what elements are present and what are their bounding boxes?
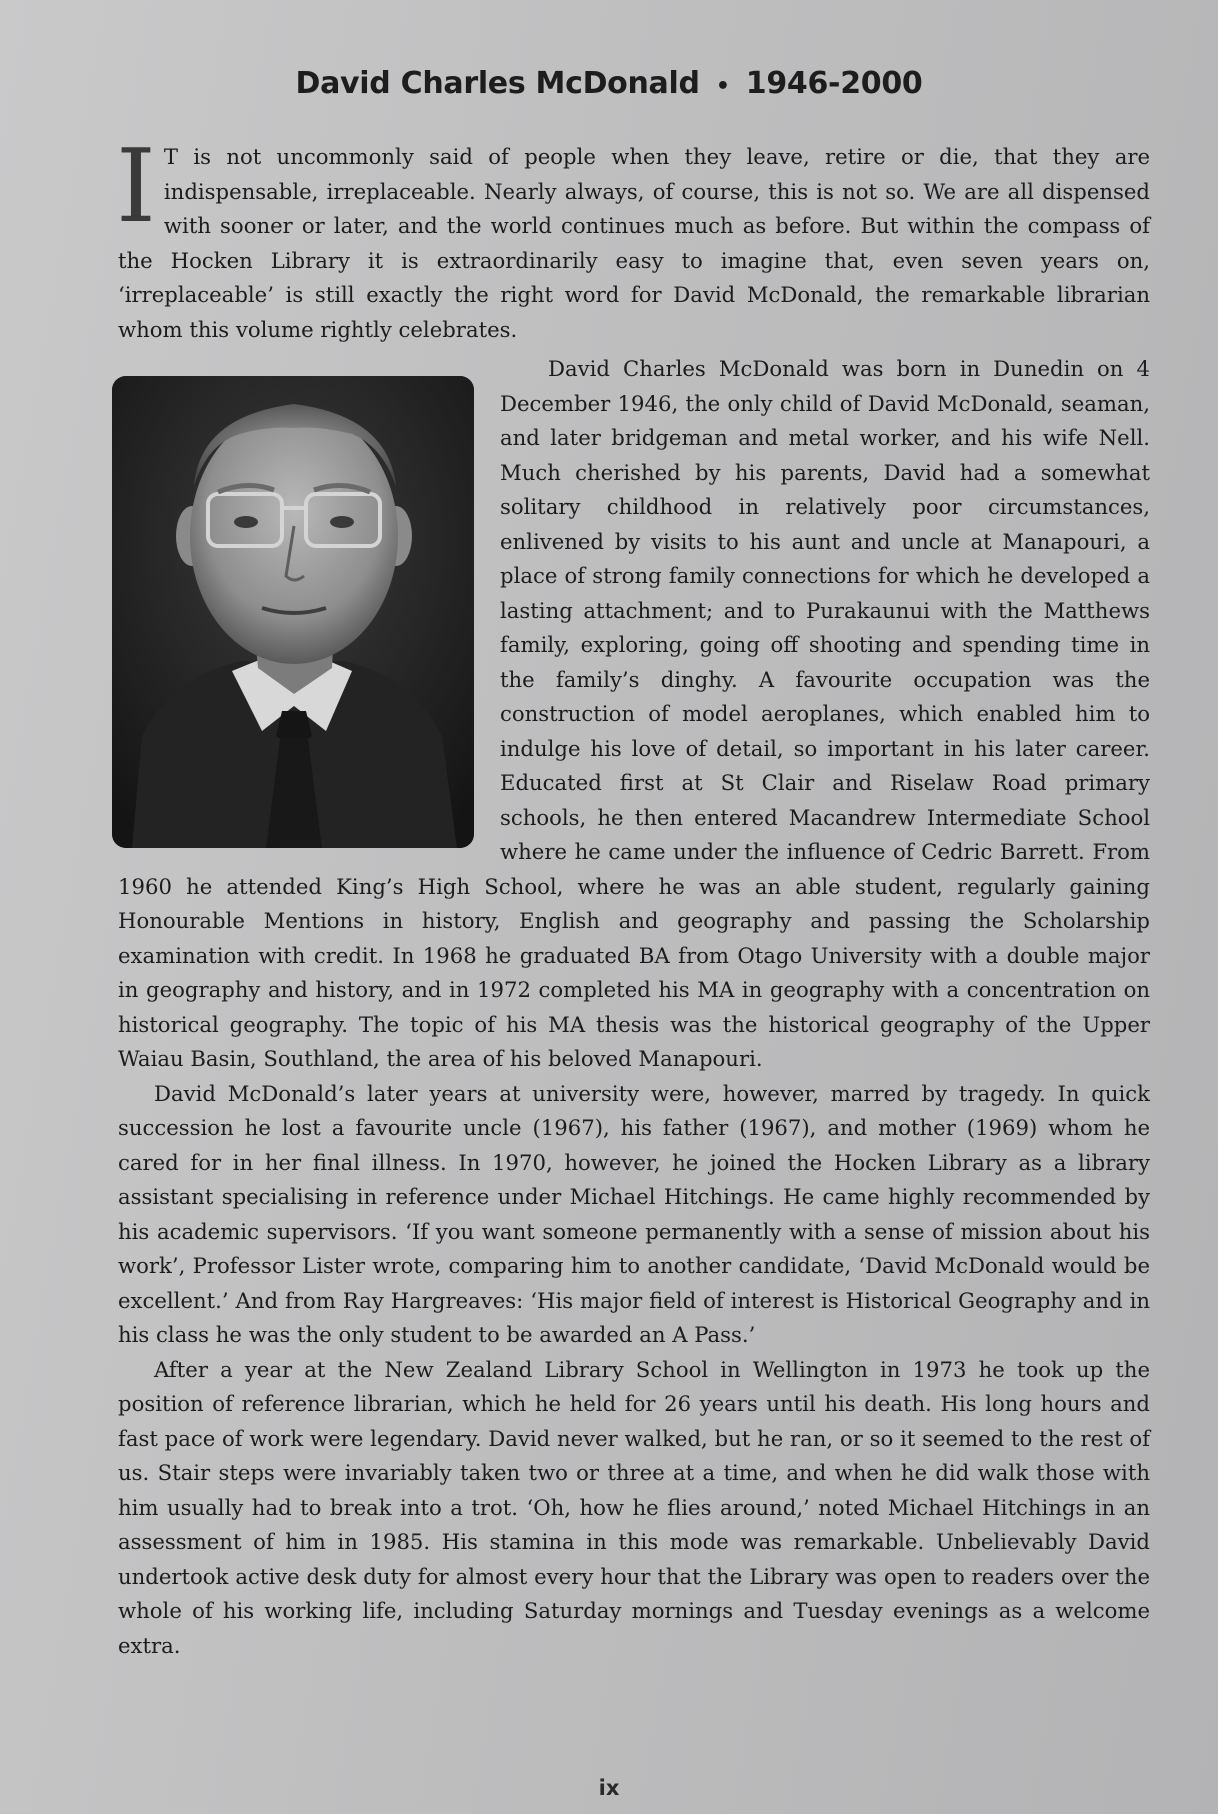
page-title	[0, 66, 1218, 101]
drop-cap: I	[116, 127, 156, 245]
portrait-photo-image	[112, 376, 474, 848]
biography-body	[118, 352, 1150, 1663]
title-name: David Charles McDonald	[295, 66, 700, 101]
portrait-photo-frame	[112, 376, 474, 848]
paragraph-early-life: David Charles McDonald was born in Dunedin on 4 December 1946, the only child of David McDonald, seaman, and later bridgeman and metal worker, and his wife Nell. Much cherished by his parents, David had a somewhat solitary childhood in relatively poor circumstances, enlivened by visits to his aunt and uncle at Manapouri, a place of strong family connections for which he developed a lasting attachment; and to Purakaunui with the Matthews family, exploring, going off shooting and spending time in the family’s dinghy. A favourite occupation was the construction of model aeroplanes, which enabled him to indulge his love of detail, so important in his later career. Educated first at St Clair and Riselaw Road primary schools, he then entered Macandrew Intermediate School where he came under the influence of Cedric Barrett. From 1960 he attended King’s High School, where he was an able student, regularly gaining Honourable Mentions in history, English and geography and passing the Scholarship examination with credit. In 1968 he graduated BA from Otago University with a double major in geography and history, and in 1972 completed his MA in geography with a concentration on historical geography. The topic of his MA thesis was the historical geography of the Upper Waiau Basin, Southland, the area of his beloved Manapouri.	[118, 356, 1150, 1071]
portrait-photo	[112, 376, 474, 848]
title-separator: •	[715, 74, 730, 99]
page-number: ix	[598, 1776, 620, 1800]
paragraph-university: David McDonald’s later years at university were, however, marred by tragedy. In quick succession he lost a favourite uncle (1967), his father (1967), and mother (1969) whom he cared for in her final illness. In 1970, however, he joined the Hocken Library as a library assistant specialising in reference under Michael Hitchings. He came highly recommended by his academic supervisors. ‘If you want someone permanently with a sense of mission about his work’, Professor Lister wrote, comparing him to another candidate, ‘David McDonald would be excellent.’ And from Ray Hargreaves: ‘His major field of interest is Historical Geography and in his class he was the only student to be awarded an A Pass.’	[118, 1080, 1150, 1347]
intro-text: T is not uncommonly said of people when they leave, retire or die, that they are indispensable, irreplaceable. Nearly always, of course, this is not so. We are all dispensed with sooner or later, and the world continues much as before. But within the compass of the Hocken Library it is extraordinarily easy to imagine that, even seven years on, ‘irreplaceable’ is still exactly the right word for David McDonald, the remarkable librarian whom this volume rightly celebrates.	[118, 144, 1150, 342]
paragraph-career: After a year at the New Zealand Library School in Wellington in 1973 he took up the position of reference librarian, which he held for 26 years until his death. His long hours and fast pace of work were legendary. David never walked, but he ran, or so it seemed to the rest of us. Stair steps were invariably taken two or three at a time, and when he did walk those with him usually had to break into a trot. ‘Oh, how he flies around,’ noted Michael Hitchings in an assessment of him in 1985. His stamina in this mode was remarkable. Unbelievably David undertook active desk duty for almost every hour that the Library was open to readers over the whole of his working life, including Saturday mornings and Tuesday evenings as a welcome extra.	[118, 1356, 1150, 1658]
intro-paragraph	[116, 127, 1150, 347]
title-years: 1946-2000	[745, 66, 923, 101]
